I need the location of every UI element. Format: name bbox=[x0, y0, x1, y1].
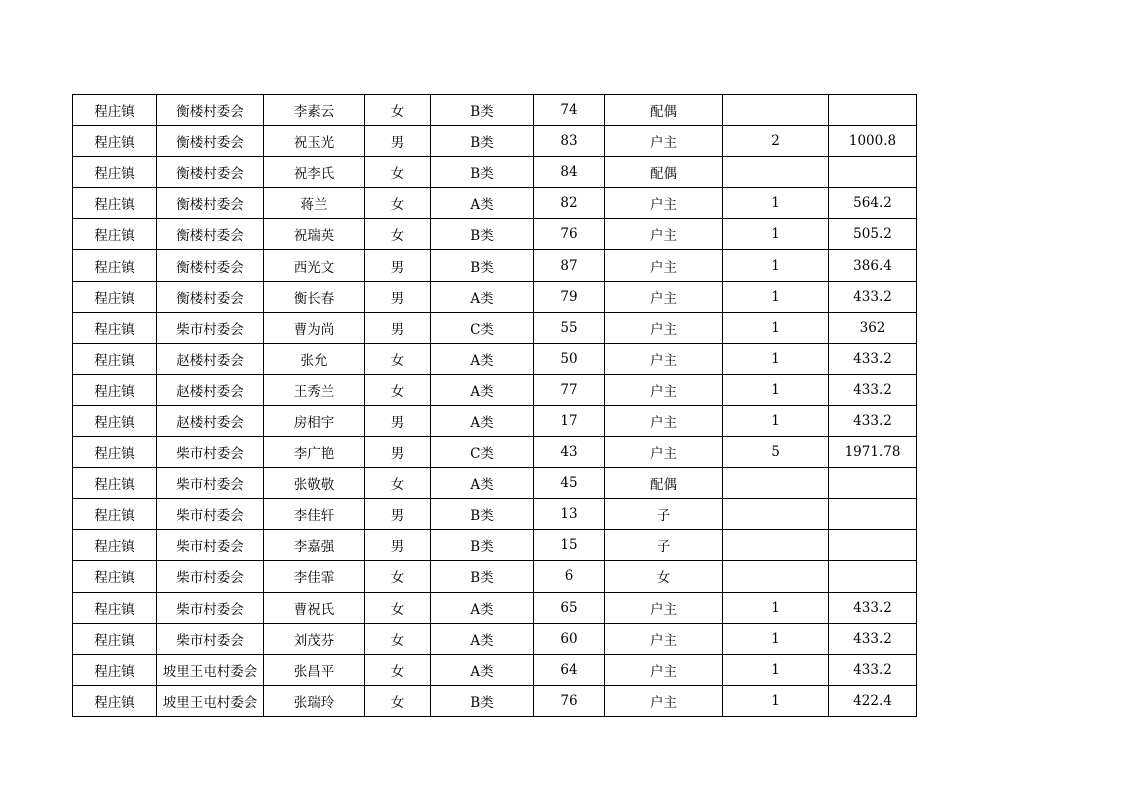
village-cell[interactable]: 衡楼村委会 bbox=[157, 219, 264, 250]
table-row bbox=[73, 126, 917, 157]
category-cell[interactable]: B类 bbox=[431, 685, 534, 716]
gender-cell[interactable]: 女 bbox=[365, 95, 431, 126]
gender-cell[interactable]: 男 bbox=[365, 405, 431, 436]
town-cell[interactable]: 程庄镇 bbox=[73, 95, 157, 126]
table-row bbox=[73, 250, 917, 281]
relation-cell[interactable]: 配偶 bbox=[605, 95, 723, 126]
village-cell[interactable]: 衡楼村委会 bbox=[157, 281, 264, 312]
name-cell[interactable]: 祝瑞英 bbox=[264, 219, 365, 250]
village-cell[interactable]: 赵楼村委会 bbox=[157, 374, 264, 405]
category-cell[interactable]: B类 bbox=[431, 157, 534, 188]
category-cell[interactable]: B类 bbox=[431, 499, 534, 530]
amount-cell[interactable]: 1971.78 bbox=[829, 437, 917, 468]
amount-cell[interactable]: 433.2 bbox=[829, 343, 917, 374]
village-cell[interactable]: 柴市村委会 bbox=[157, 437, 264, 468]
age-cell[interactable]: 65 bbox=[534, 592, 605, 623]
amount-cell[interactable]: 433.2 bbox=[829, 623, 917, 654]
category-cell[interactable]: A类 bbox=[431, 592, 534, 623]
amount-cell[interactable] bbox=[829, 157, 917, 188]
table-row bbox=[73, 468, 917, 499]
table-row bbox=[73, 188, 917, 219]
household-count-cell[interactable] bbox=[723, 499, 829, 530]
town-cell[interactable]: 程庄镇 bbox=[73, 561, 157, 592]
town-cell[interactable]: 程庄镇 bbox=[73, 685, 157, 716]
amount-cell[interactable]: 362 bbox=[829, 312, 917, 343]
gender-cell[interactable]: 女 bbox=[365, 188, 431, 219]
age-cell[interactable]: 82 bbox=[534, 188, 605, 219]
relation-cell[interactable]: 子 bbox=[605, 499, 723, 530]
gender-cell[interactable]: 女 bbox=[365, 157, 431, 188]
town-cell[interactable]: 程庄镇 bbox=[73, 405, 157, 436]
name-cell[interactable]: 张允 bbox=[264, 343, 365, 374]
household-count-cell[interactable] bbox=[723, 468, 829, 499]
town-cell[interactable]: 程庄镇 bbox=[73, 437, 157, 468]
gender-cell[interactable]: 男 bbox=[365, 530, 431, 561]
category-cell[interactable]: A类 bbox=[431, 468, 534, 499]
name-cell[interactable]: 西光文 bbox=[264, 250, 365, 281]
category-cell[interactable]: B类 bbox=[431, 561, 534, 592]
relation-cell[interactable]: 户主 bbox=[605, 437, 723, 468]
amount-cell[interactable]: 386.4 bbox=[829, 250, 917, 281]
name-cell[interactable]: 李广艳 bbox=[264, 437, 365, 468]
relation-cell[interactable]: 户主 bbox=[605, 219, 723, 250]
name-cell[interactable]: 王秀兰 bbox=[264, 374, 365, 405]
gender-cell[interactable]: 女 bbox=[365, 468, 431, 499]
age-cell[interactable]: 55 bbox=[534, 312, 605, 343]
relation-cell[interactable]: 配偶 bbox=[605, 468, 723, 499]
relation-cell[interactable]: 户主 bbox=[605, 343, 723, 374]
table-row bbox=[73, 654, 917, 685]
household-count-cell[interactable]: 1 bbox=[723, 405, 829, 436]
table-row bbox=[73, 312, 917, 343]
table-row bbox=[73, 499, 917, 530]
age-cell[interactable]: 74 bbox=[534, 95, 605, 126]
category-cell[interactable]: A类 bbox=[431, 405, 534, 436]
relation-cell[interactable]: 女 bbox=[605, 561, 723, 592]
gender-cell[interactable]: 男 bbox=[365, 499, 431, 530]
amount-cell[interactable] bbox=[829, 95, 917, 126]
category-cell[interactable]: A类 bbox=[431, 374, 534, 405]
town-cell[interactable]: 程庄镇 bbox=[73, 281, 157, 312]
age-cell[interactable]: 15 bbox=[534, 530, 605, 561]
household-count-cell[interactable]: 1 bbox=[723, 343, 829, 374]
household-count-cell[interactable]: 1 bbox=[723, 374, 829, 405]
relation-cell[interactable]: 配偶 bbox=[605, 157, 723, 188]
data-table bbox=[72, 94, 917, 717]
name-cell[interactable]: 张瑞玲 bbox=[264, 685, 365, 716]
town-cell[interactable]: 程庄镇 bbox=[73, 126, 157, 157]
spreadsheet-page bbox=[72, 94, 917, 717]
name-cell[interactable]: 蒋兰 bbox=[264, 188, 365, 219]
village-cell[interactable]: 衡楼村委会 bbox=[157, 250, 264, 281]
gender-cell[interactable]: 男 bbox=[365, 312, 431, 343]
gender-cell[interactable]: 男 bbox=[365, 250, 431, 281]
household-count-cell[interactable]: 1 bbox=[723, 250, 829, 281]
household-count-cell[interactable]: 5 bbox=[723, 437, 829, 468]
age-cell[interactable]: 13 bbox=[534, 499, 605, 530]
table-row bbox=[73, 623, 917, 654]
name-cell[interactable]: 祝玉光 bbox=[264, 126, 365, 157]
relation-cell[interactable]: 户主 bbox=[605, 188, 723, 219]
name-cell[interactable]: 曹祝氏 bbox=[264, 592, 365, 623]
age-cell[interactable]: 50 bbox=[534, 343, 605, 374]
relation-cell[interactable]: 户主 bbox=[605, 592, 723, 623]
table-row bbox=[73, 343, 917, 374]
table-row bbox=[73, 219, 917, 250]
amount-cell[interactable] bbox=[829, 561, 917, 592]
amount-cell[interactable]: 433.2 bbox=[829, 654, 917, 685]
category-cell[interactable]: B类 bbox=[431, 219, 534, 250]
category-cell[interactable]: A类 bbox=[431, 343, 534, 374]
name-cell[interactable]: 张昌平 bbox=[264, 654, 365, 685]
town-cell[interactable]: 程庄镇 bbox=[73, 219, 157, 250]
village-cell[interactable]: 柴市村委会 bbox=[157, 623, 264, 654]
gender-cell[interactable]: 女 bbox=[365, 623, 431, 654]
town-cell[interactable]: 程庄镇 bbox=[73, 654, 157, 685]
household-count-cell[interactable]: 1 bbox=[723, 654, 829, 685]
amount-cell[interactable]: 433.2 bbox=[829, 374, 917, 405]
category-cell[interactable]: A类 bbox=[431, 654, 534, 685]
age-cell[interactable]: 43 bbox=[534, 437, 605, 468]
amount-cell[interactable]: 422.4 bbox=[829, 685, 917, 716]
age-cell[interactable]: 17 bbox=[534, 405, 605, 436]
town-cell[interactable]: 程庄镇 bbox=[73, 592, 157, 623]
household-count-cell[interactable]: 1 bbox=[723, 281, 829, 312]
age-cell[interactable]: 45 bbox=[534, 468, 605, 499]
gender-cell[interactable]: 男 bbox=[365, 437, 431, 468]
age-cell[interactable]: 60 bbox=[534, 623, 605, 654]
gender-cell[interactable]: 女 bbox=[365, 219, 431, 250]
relation-cell[interactable]: 户主 bbox=[605, 405, 723, 436]
village-cell[interactable]: 柴市村委会 bbox=[157, 530, 264, 561]
relation-cell[interactable]: 户主 bbox=[605, 250, 723, 281]
category-cell[interactable]: C类 bbox=[431, 312, 534, 343]
town-cell[interactable]: 程庄镇 bbox=[73, 374, 157, 405]
category-cell[interactable]: B类 bbox=[431, 126, 534, 157]
name-cell[interactable]: 张敬敬 bbox=[264, 468, 365, 499]
household-count-cell[interactable]: 1 bbox=[723, 312, 829, 343]
table-row bbox=[73, 281, 917, 312]
table-body bbox=[73, 95, 917, 717]
age-cell[interactable]: 64 bbox=[534, 654, 605, 685]
amount-cell[interactable]: 564.2 bbox=[829, 188, 917, 219]
household-count-cell[interactable] bbox=[723, 530, 829, 561]
category-cell[interactable]: C类 bbox=[431, 437, 534, 468]
amount-cell[interactable] bbox=[829, 530, 917, 561]
town-cell[interactable]: 程庄镇 bbox=[73, 312, 157, 343]
name-cell[interactable]: 刘茂芬 bbox=[264, 623, 365, 654]
table-row bbox=[73, 437, 917, 468]
household-count-cell[interactable] bbox=[723, 157, 829, 188]
amount-cell[interactable]: 433.2 bbox=[829, 592, 917, 623]
age-cell[interactable]: 79 bbox=[534, 281, 605, 312]
age-cell[interactable]: 76 bbox=[534, 219, 605, 250]
village-cell[interactable]: 赵楼村委会 bbox=[157, 405, 264, 436]
village-cell[interactable]: 坡里王屯村委会 bbox=[157, 654, 264, 685]
town-cell[interactable]: 程庄镇 bbox=[73, 530, 157, 561]
village-cell[interactable]: 柴市村委会 bbox=[157, 499, 264, 530]
household-count-cell[interactable]: 2 bbox=[723, 126, 829, 157]
name-cell[interactable]: 曹为尚 bbox=[264, 312, 365, 343]
gender-cell[interactable]: 女 bbox=[365, 343, 431, 374]
name-cell[interactable]: 李素云 bbox=[264, 95, 365, 126]
name-cell[interactable]: 衡长春 bbox=[264, 281, 365, 312]
household-count-cell[interactable]: 1 bbox=[723, 623, 829, 654]
amount-cell[interactable] bbox=[829, 468, 917, 499]
age-cell[interactable]: 76 bbox=[534, 685, 605, 716]
household-count-cell[interactable] bbox=[723, 561, 829, 592]
town-cell[interactable]: 程庄镇 bbox=[73, 623, 157, 654]
age-cell[interactable]: 84 bbox=[534, 157, 605, 188]
town-cell[interactable]: 程庄镇 bbox=[73, 250, 157, 281]
category-cell[interactable]: B类 bbox=[431, 95, 534, 126]
age-cell[interactable]: 87 bbox=[534, 250, 605, 281]
relation-cell[interactable]: 户主 bbox=[605, 312, 723, 343]
amount-cell[interactable]: 1000.8 bbox=[829, 126, 917, 157]
village-cell[interactable]: 柴市村委会 bbox=[157, 312, 264, 343]
village-cell[interactable]: 柴市村委会 bbox=[157, 468, 264, 499]
name-cell[interactable]: 李佳霏 bbox=[264, 561, 365, 592]
relation-cell[interactable]: 子 bbox=[605, 530, 723, 561]
category-cell[interactable]: A类 bbox=[431, 188, 534, 219]
village-cell[interactable]: 衡楼村委会 bbox=[157, 95, 264, 126]
household-count-cell[interactable] bbox=[723, 95, 829, 126]
age-cell[interactable]: 6 bbox=[534, 561, 605, 592]
table-row bbox=[73, 592, 917, 623]
table-row bbox=[73, 374, 917, 405]
relation-cell[interactable]: 户主 bbox=[605, 623, 723, 654]
relation-cell[interactable]: 户主 bbox=[605, 374, 723, 405]
gender-cell[interactable]: 女 bbox=[365, 561, 431, 592]
table-row bbox=[73, 405, 917, 436]
gender-cell[interactable]: 女 bbox=[365, 654, 431, 685]
category-cell[interactable]: B类 bbox=[431, 530, 534, 561]
table-row bbox=[73, 685, 917, 716]
table-row bbox=[73, 157, 917, 188]
town-cell[interactable]: 程庄镇 bbox=[73, 499, 157, 530]
household-count-cell[interactable]: 1 bbox=[723, 592, 829, 623]
gender-cell[interactable]: 男 bbox=[365, 281, 431, 312]
gender-cell[interactable]: 女 bbox=[365, 592, 431, 623]
amount-cell[interactable]: 433.2 bbox=[829, 405, 917, 436]
amount-cell[interactable]: 505.2 bbox=[829, 219, 917, 250]
town-cell[interactable]: 程庄镇 bbox=[73, 188, 157, 219]
relation-cell[interactable]: 户主 bbox=[605, 654, 723, 685]
gender-cell[interactable]: 女 bbox=[365, 685, 431, 716]
relation-cell[interactable]: 户主 bbox=[605, 685, 723, 716]
village-cell[interactable]: 柴市村委会 bbox=[157, 592, 264, 623]
amount-cell[interactable] bbox=[829, 499, 917, 530]
village-cell[interactable]: 衡楼村委会 bbox=[157, 126, 264, 157]
gender-cell[interactable]: 男 bbox=[365, 126, 431, 157]
name-cell[interactable]: 李嘉强 bbox=[264, 530, 365, 561]
village-cell[interactable]: 赵楼村委会 bbox=[157, 343, 264, 374]
category-cell[interactable]: A类 bbox=[431, 623, 534, 654]
age-cell[interactable]: 83 bbox=[534, 126, 605, 157]
name-cell[interactable]: 李佳轩 bbox=[264, 499, 365, 530]
village-cell[interactable]: 衡楼村委会 bbox=[157, 188, 264, 219]
table-row bbox=[73, 95, 917, 126]
gender-cell[interactable]: 女 bbox=[365, 374, 431, 405]
village-cell[interactable]: 坡里王屯村委会 bbox=[157, 685, 264, 716]
household-count-cell[interactable]: 1 bbox=[723, 685, 829, 716]
age-cell[interactable]: 77 bbox=[534, 374, 605, 405]
household-count-cell[interactable]: 1 bbox=[723, 219, 829, 250]
table-row bbox=[73, 530, 917, 561]
relation-cell[interactable]: 户主 bbox=[605, 126, 723, 157]
village-cell[interactable]: 衡楼村委会 bbox=[157, 157, 264, 188]
relation-cell[interactable]: 户主 bbox=[605, 281, 723, 312]
household-count-cell[interactable]: 1 bbox=[723, 188, 829, 219]
amount-cell[interactable]: 433.2 bbox=[829, 281, 917, 312]
table-row bbox=[73, 561, 917, 592]
category-cell[interactable]: A类 bbox=[431, 281, 534, 312]
category-cell[interactable]: B类 bbox=[431, 250, 534, 281]
town-cell[interactable]: 程庄镇 bbox=[73, 343, 157, 374]
name-cell[interactable]: 房相宇 bbox=[264, 405, 365, 436]
name-cell[interactable]: 祝李氏 bbox=[264, 157, 365, 188]
village-cell[interactable]: 柴市村委会 bbox=[157, 561, 264, 592]
town-cell[interactable]: 程庄镇 bbox=[73, 468, 157, 499]
town-cell[interactable]: 程庄镇 bbox=[73, 157, 157, 188]
